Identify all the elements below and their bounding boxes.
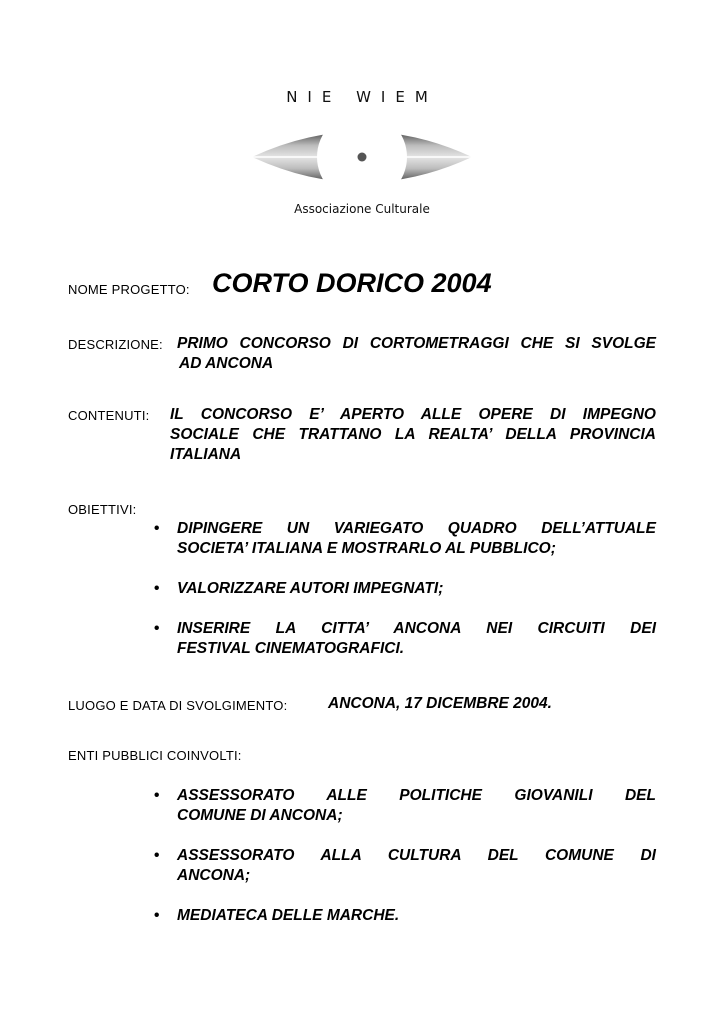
obiettivi-list — [152, 519, 656, 659]
descrizione-label: DESCRIZIONE: — [68, 337, 163, 352]
bullet-icon: • — [154, 620, 160, 637]
contenuti-line-2: SOCIALE CHE TRATTANO LA REALTA’ DELLA PROVINCIA — [170, 426, 656, 443]
logo-eye-icon — [248, 110, 476, 204]
logo-subtitle: Associazione Culturale — [294, 202, 430, 216]
enti-list — [152, 786, 656, 926]
contenuti-line-1: IL CONCORSO E’ APERTO ALLE OPERE DI IMPEGNO — [170, 406, 656, 423]
nome-progetto-label: NOME PROGETTO: — [68, 282, 190, 297]
descrizione-text — [177, 334, 656, 374]
obiettivi-label: OBIETTIVI: — [68, 502, 137, 517]
bullet-icon: • — [154, 580, 160, 597]
obiettivi-item: • DIPINGERE UN VARIEGATO QUADRO DELL’ATTUALE SOCIETA’ ITALIANA E MOSTRARLO AL PUBBLICO; — [154, 520, 656, 557]
contenuti-text — [170, 405, 656, 465]
bullet-icon: • — [154, 520, 160, 537]
obiettivi-item: • INSERIRE LA CITTA’ ANCONA NEI CIRCUITI DEI FESTIVAL CINEMATOGRAFICI. — [154, 620, 656, 657]
luogo-value: ANCONA, 17 DICEMBRE 2004. — [328, 695, 552, 712]
contenuti-label: CONTENUTI: — [68, 408, 150, 423]
enti-item: • MEDIATECA DELLE MARCHE. — [154, 907, 400, 924]
descrizione-line-2: AD ANCONA — [179, 355, 274, 372]
luogo-label: LUOGO E DATA DI SVOLGIMENTO: — [68, 698, 288, 713]
logo-title: NIE WIEM — [286, 88, 438, 106]
enti-item: • ASSESSORATO ALLE POLITICHE GIOVANILI DEL COMUNE DI ANCONA; — [154, 787, 656, 824]
contenuti-line-3: ITALIANA — [170, 446, 242, 463]
enti-label: ENTI PUBBLICI COINVOLTI: — [68, 748, 242, 763]
obiettivi-item: • VALORIZZARE AUTORI IMPEGNATI; — [154, 580, 444, 597]
bullet-icon: • — [154, 787, 160, 804]
enti-item: • ASSESSORATO ALLA CULTURA DEL COMUNE DI ANCONA; — [154, 847, 656, 884]
bullet-icon: • — [154, 907, 160, 924]
nome-progetto-value: CORTO DORICO 2004 — [212, 268, 492, 298]
bullet-icon: • — [154, 847, 160, 864]
descrizione-line-1: PRIMO CONCORSO DI CORTOMETRAGGI CHE SI SVOLGE — [177, 335, 656, 352]
